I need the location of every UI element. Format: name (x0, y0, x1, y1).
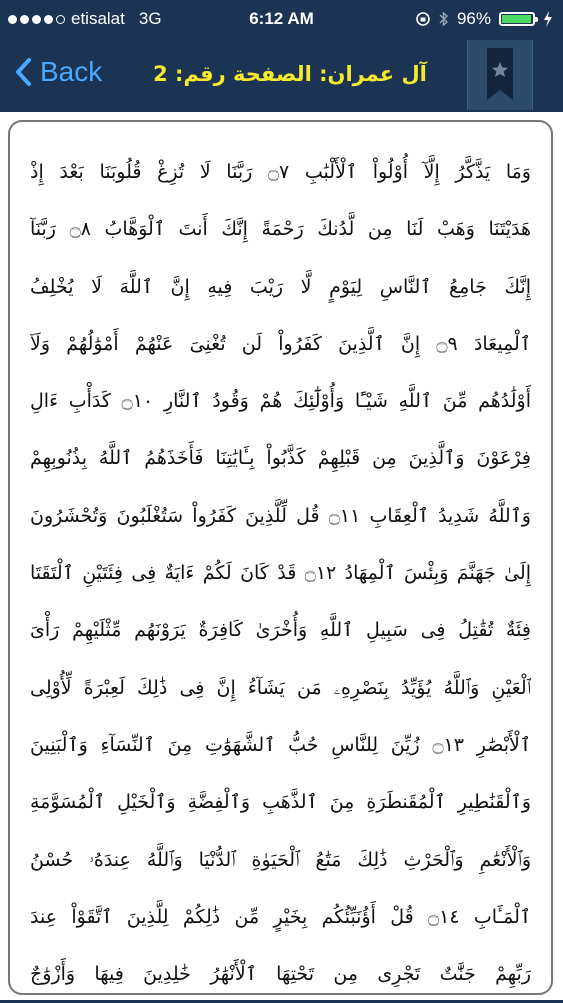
chevron-left-icon (14, 57, 32, 87)
page-frame (8, 120, 553, 995)
battery-percent: 96% (456, 9, 491, 28)
back-button[interactable] (14, 56, 102, 88)
verse-line: وَٱللَّهُ شَدِيدُ ٱلْعِقَابِ ۝١١ قُل لِّلَّذِينَ كَفَرُواْ سَتُغْلَبُونَ وَتُحْشَرُونَ (30, 504, 531, 527)
verse-line: ٱلْعَيْنِ وَٱللَّهُ يُؤَيِّدُ بِنَصْرِهِۦ مَن يَشَآءُ إِنَّ فِى ذَٰلِكَ لَعِبْرَةً لِّأُوْلِى (30, 676, 531, 699)
verse-line: ٱلْمَـَٔابِ ۝١٤ قُلْ أَؤُنَبِّئُكُم بِخَيْرٍ مِّن ذَٰلِكُمْ لِلَّذِينَ ٱتَّقَوْاْ عِندَ (30, 905, 531, 928)
network-type: 3G (138, 9, 162, 28)
verse-line: فِرْعَوْنَ وَٱلَّذِينَ مِن قَبْلِهِمْ كَذَّبُواْ بِـَٔايَٰتِنَا فَأَخَذَهُمُ ٱللَّهُ بِذُنُوبِهِمْ (30, 447, 531, 470)
charging-icon (543, 11, 553, 27)
verse-line: أَوْلَٰدُهُم مِّنَ ٱللَّهِ شَيْـًٔا وَأُوْلَٰٓئِكَ هُمْ وَقُودُ ٱلنَّارِ ۝١٠ كَدَأْبِ ءَالِ (30, 390, 531, 413)
bookmark-button[interactable] (467, 40, 533, 110)
verse-line: وَٱلْقَنَٰطِيرِ ٱلْمُقَنطَرَةِ مِنَ ٱلذَّهَبِ وَٱلْفِضَّةِ وَٱلْخَيْلِ ٱلْمُسَوَّمَةِ (30, 791, 531, 814)
bluetooth-icon (439, 11, 449, 27)
verse-line: هَدَيْتَنَا وَهَبْ لَنَا مِن لَّدُنكَ رَحْمَةً إِنَّكَ أَنتَ ٱلْوَهَّابُ ۝٨ رَبَّنَآ (30, 218, 531, 241)
back-label: Back (40, 56, 103, 87)
verse-line: وَٱلْأَنْعَٰمِ وَٱلْحَرْثِ ذَٰلِكَ مَتَٰعُ ٱلْحَيَوٰةِ ٱلدُّنْيَا وَٱللَّهُ عِندَهُۥ حُسْنُ (30, 848, 531, 871)
quran-page (0, 112, 563, 1000)
verse-line: فِئَةٌ تُقَٰتِلُ فِى سَبِيلِ ٱللَّهِ وَأُخْرَىٰ كَافِرَةٌ يَرَوْنَهُم مِّثْلَيْهِمْ رَأْىَ (30, 619, 531, 642)
carrier-name: etisalat (71, 9, 125, 28)
verse-line: رَبِّهِمْ جَنَّٰتٌ تَجْرِى مِن تَحْتِهَا ٱلْأَنْهَٰرُ خَٰلِدِينَ فِيهَا وَأَزْوَٰجٌ (30, 963, 531, 986)
verse-line: إِلَىٰ جَهَنَّمَ وَبِئْسَ ٱلْمِهَادُ ۝١٢ قَدْ كَانَ لَكُمْ ءَايَةٌ فِى فِئَتَيْنِ ٱلْتَقَتَا (30, 562, 531, 585)
verse-line: ٱلْمِيعَادَ ۝٩ إِنَّ ٱلَّذِينَ كَفَرُواْ لَن تُغْنِىَ عَنْهُمْ أَمْوَٰلُهُمْ وَلَآ (30, 332, 531, 355)
navigation-bar (0, 40, 563, 112)
verse-line: وَمَا يَذَّكَّرُ إِلَّآ أُوْلُواْ ٱلْأَلْبَٰبِ ۝٧ رَبَّنَا لَا تُزِغْ قُلُوبَنَا بَعْدَ إِذْ (30, 161, 531, 183)
bookmark-icon (485, 48, 515, 102)
battery-icon (499, 12, 535, 26)
page-title: آل عمران: الصفحة رقم: 2 (153, 62, 427, 86)
clock: 6:12 AM (249, 9, 314, 28)
status-bar (0, 0, 563, 40)
status-indicators (415, 9, 553, 29)
verse-line: ٱلْأَبْصَٰرِ ۝١٣ زُيِّنَ لِلنَّاسِ حُبُّ ٱلشَّهَوَٰتِ مِنَ ٱلنِّسَآءِ وَٱلْبَنِينَ (30, 733, 531, 756)
verse-line: إِنَّكَ جَامِعُ ٱلنَّاسِ لِيَوْمٍ لَّا رَيْبَ فِيهِ إِنَّ ٱللَّهَ لَا يُخْلِفُ (30, 275, 531, 298)
verse-lines (30, 144, 531, 1003)
orientation-lock-icon (415, 11, 431, 27)
